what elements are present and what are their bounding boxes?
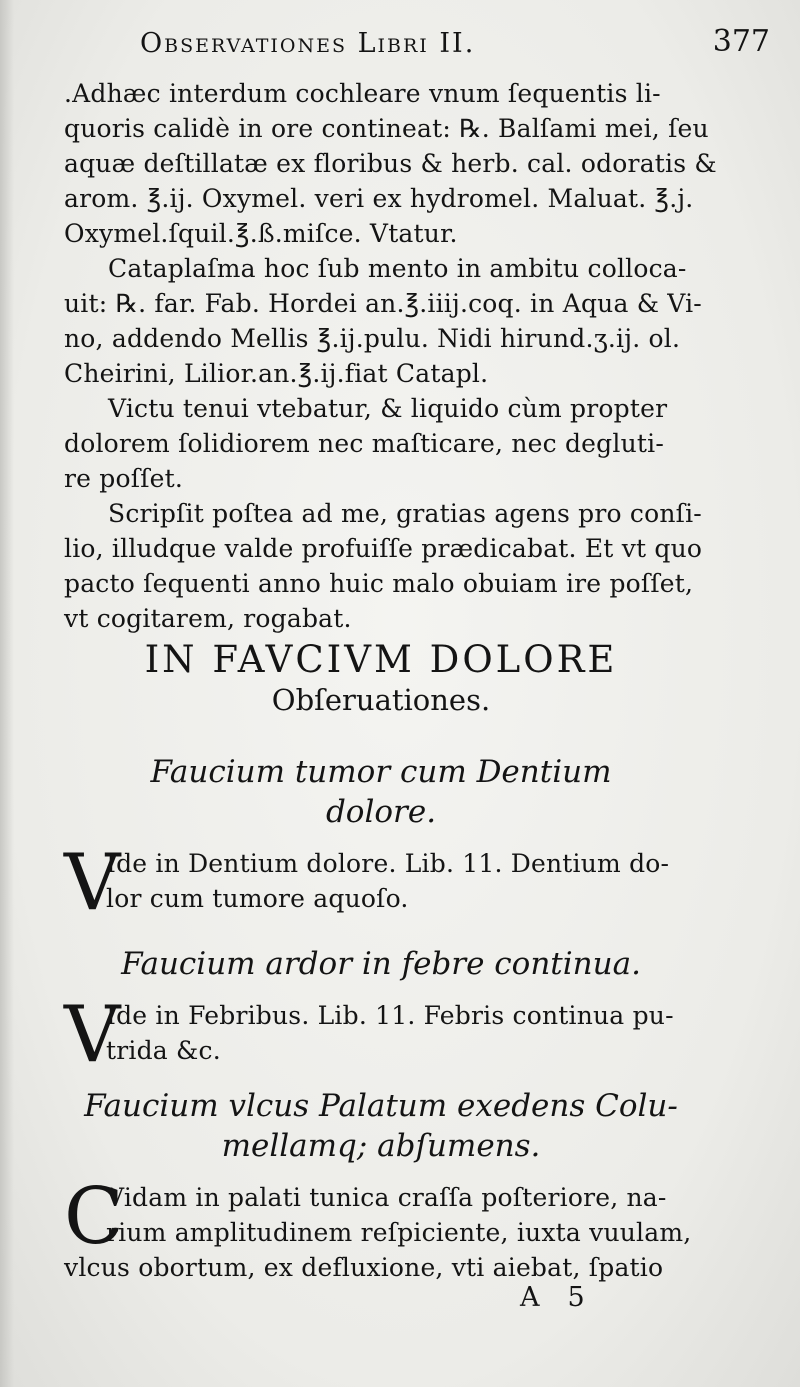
text-line: vt cogitarem, rogabat.	[64, 604, 352, 633]
text-line: .Adhæc interdum cochleare vnum ſequentis li-	[64, 79, 661, 108]
section-subtitle: Obſeruationes.	[271, 683, 491, 717]
observation-body	[64, 838, 698, 928]
observation-body	[64, 1172, 698, 1285]
observation-body	[64, 990, 698, 1080]
text-line: arom. ℥.ij. Oxymel. veri ex hydromel. Maluat. ℥.j.	[64, 184, 694, 213]
page-gutter-shadow	[0, 0, 14, 1387]
text-line: Scripſit poſtea ad me, gratias agens pro conſi-	[108, 499, 702, 528]
entry-heading-continued: mellamq; abſumens.	[221, 1128, 541, 1164]
text-line: pacto ſequenti anno huic malo obuiam ire poſſet,	[64, 569, 694, 598]
text-line: Ide in Dentium dolore. Lib. 11. Dentium do-	[106, 849, 670, 878]
text-line: Ide in Febribus. Lib. 11. Febris continua pu-	[106, 1001, 674, 1030]
signature-number: 5	[567, 1282, 585, 1313]
entry-heading: Faucium vlcus Palatum exedens Colu-	[84, 1088, 678, 1124]
section-heading	[64, 638, 698, 718]
running-title: Observationes Libri II.	[140, 28, 476, 59]
text-line: Cataplaſma hoc ſub mento in ambitu colloca-	[108, 254, 687, 283]
section-title: IN FAVCIVM DOLORE	[144, 638, 618, 681]
entry-heading: Faucium tumor cum Dentium	[150, 754, 612, 790]
text-line: vlcus obortum, ex defluxione, vti aiebat, ſpatio	[64, 1253, 664, 1282]
text-line: Vidam in palati tunica craſſa poſteriore, na-	[106, 1183, 667, 1212]
text-line: no, addendo Mellis ℥.ij.pulu. Nidi hirund.ʒ.ij. ol.	[64, 324, 681, 353]
text-line: Oxymel.ſquil.℥.ß.miſce. Vtatur.	[64, 219, 458, 248]
text-line: Victu tenui vtebatur, & liquido cùm propter	[108, 394, 668, 423]
text-line: lor cum tumore aquoſo.	[106, 884, 409, 913]
drop-capital: V	[64, 990, 121, 1080]
observation-entry	[64, 1086, 698, 1166]
entry-heading: Faucium ardor in febre continua.	[121, 946, 641, 982]
text-line: re poſſet.	[64, 464, 184, 493]
page-header	[110, 22, 772, 72]
signature-mark	[520, 1282, 585, 1313]
text-line: uit: ℞. far. Fab. Hordei an.℥.iiij.coq. in Aqua & Vi-	[64, 289, 702, 318]
page-number: 377	[712, 24, 770, 59]
observation-entry	[64, 752, 698, 832]
text-line: dolorem ſolidiorem nec maſticare, nec degluti-	[64, 429, 664, 458]
text-line: aquæ deſtillatæ ex floribus & herb. cal. odoratis &	[64, 149, 717, 178]
text-line: Cheirini, Lilior.an.℥.ij.fiat Catapl.	[64, 359, 489, 388]
entry-heading-continued: dolore.	[325, 794, 437, 830]
text-line: rium amplitudinem reſpiciente, iuxta vuulam,	[106, 1218, 692, 1247]
text-line: quoris calidè in ore contineat: ℞. Balſami mei, ſeu	[64, 114, 709, 143]
drop-capital: V	[64, 838, 121, 928]
signature-letter: A	[520, 1282, 540, 1313]
drop-capital: C	[64, 1172, 124, 1262]
text-line: trida &c.	[106, 1036, 221, 1065]
observation-entry	[64, 944, 698, 984]
body-text	[64, 76, 717, 636]
text-line: lio, illudque valde profuiſſe prædicabat. Et vt quo	[64, 534, 703, 563]
